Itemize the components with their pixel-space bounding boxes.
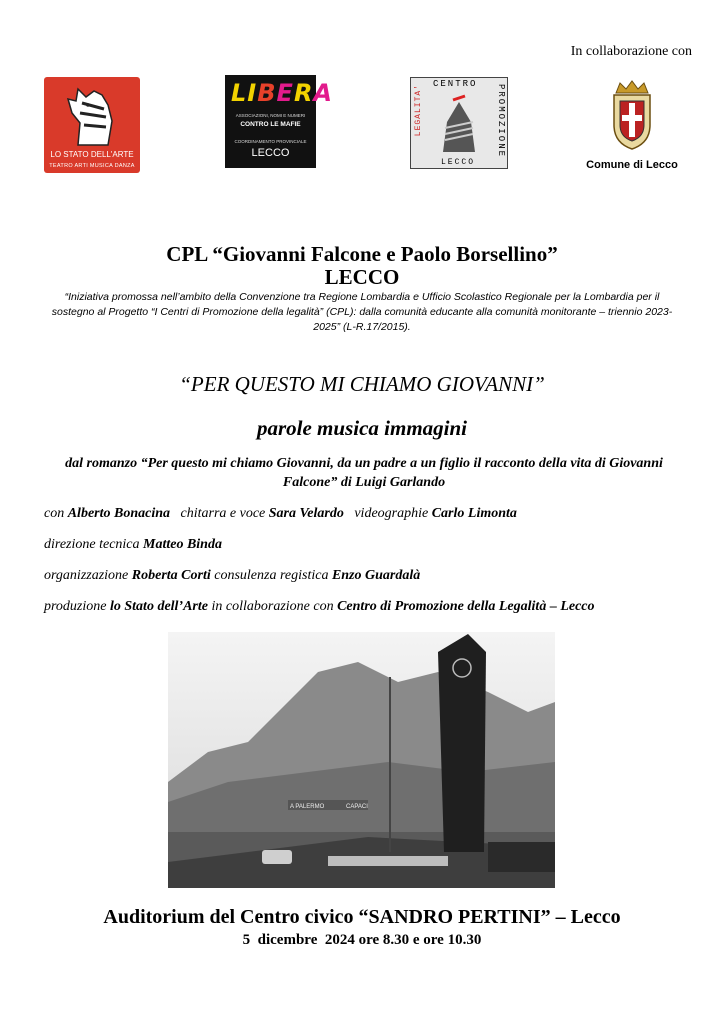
bound-hands-icon: [429, 92, 489, 154]
comune-caption: Comune di Lecco: [586, 159, 678, 171]
road-sign-right: CAPACI: [346, 804, 368, 810]
libera-line1: ASSOCIAZIONI, NOMI E NUMERI: [235, 113, 306, 118]
stato-arte-name: LO STATO DELL'ARTE: [50, 150, 134, 159]
stato-arte-logo: [44, 77, 140, 173]
venue: Auditorium del Centro civico “SANDRO PERTINI” – Lecco: [103, 906, 621, 928]
cpl-title: CPL “Giovanni Falcone e Paolo Borsellino”: [166, 242, 558, 266]
libera-line4: LECCO: [251, 147, 290, 159]
libera-line2: CONTRO LE MAFIE: [240, 121, 301, 128]
show-title: “PER QUESTO MI CHIAMO GIOVANNI”: [179, 372, 545, 396]
novel-source: dal romanzo “Per questo mi chiamo Giovanni, da un padre a un figlio il racconto della vita di Giovanni Falcone” di Luigi Garlando: [65, 456, 663, 490]
credits-tech: direzione tecnica Matteo Binda: [44, 537, 222, 552]
libera-wordmark: LIBERA: [231, 79, 333, 107]
road-sign-left: A PALERMO: [290, 804, 325, 810]
coat-of-arms-icon: [608, 79, 656, 151]
cpl-city: LECCO: [324, 265, 400, 289]
stato-arte-tagline: TEATRO ARTI MUSICA DANZA: [49, 163, 135, 169]
centro-left-text: LEGALITA': [414, 84, 423, 137]
credits-org: organizzazione Roberta Corti consulenza registica Enzo Guardalà: [44, 568, 421, 583]
show-subtitle: parole musica immagini: [256, 416, 468, 440]
centro-legalita-logo: [410, 77, 508, 169]
centro-top-text: CENTRO: [433, 79, 478, 89]
initiative-note: “Iniziativa promossa nell’ambito della Convenzione tra Regione Lombardia e Ufficio Scolastico Regionale per la Lombardia per il sostegno al Progetto “I Centri di Promozione della legalità” (CPL): dalla comunità educante alla comunità monitorante – triennio 2023-2025” (L-R.17/2015).: [51, 291, 673, 333]
horse-head-icon: [58, 83, 126, 147]
memorial-scene-image: [168, 632, 555, 888]
libera-line3: COORDINAMENTO PROVINCIALE: [234, 139, 307, 144]
centro-bottom-text: LECCO: [441, 158, 476, 167]
credits-cast: con Alberto Bonacina chitarra e voce Sara Velardo videographie Carlo Limonta: [44, 506, 517, 521]
event-date: 5 dicembre 2024 ore 8.30 e ore 10.30: [242, 932, 482, 948]
credits-production: produzione lo Stato dell’Arte in collaborazione con Centro di Promozione della Legalità – Lecco: [44, 599, 595, 614]
capaci-memorial-photo: [168, 632, 555, 888]
comune-lecco-logo: [582, 79, 682, 175]
libera-logo: [225, 75, 333, 168]
collaboration-label: In collaborazione con: [570, 44, 692, 59]
centro-right-text: PROMOZIONE: [496, 84, 506, 159]
